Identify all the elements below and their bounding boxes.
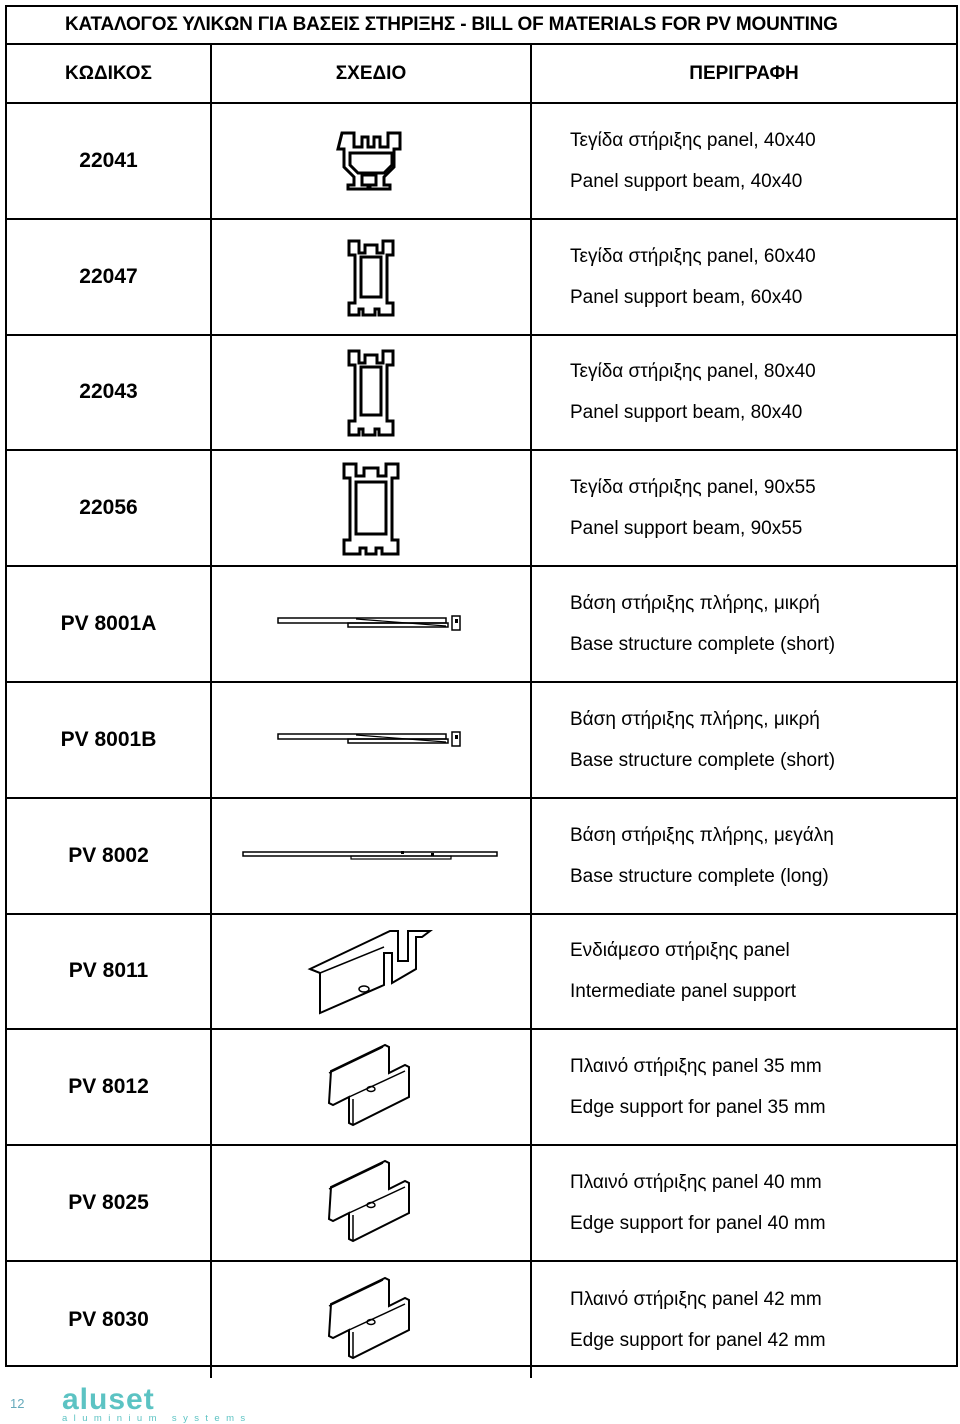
table-row: [7, 567, 956, 683]
description-english: Intermediate panel support: [570, 981, 797, 1003]
description-greek: Πλαινό στήριξης panel 42 mm: [570, 1288, 822, 1310]
header-drawing: ΣΧΕΔΙΟ: [212, 45, 532, 102]
description-greek: Τεγίδα στήριξης panel, 40x40: [570, 129, 816, 151]
table-header: [7, 45, 956, 104]
beam-60x40-icon: [341, 237, 401, 317]
table-row: [7, 104, 956, 220]
description-english: Edge support for panel 35 mm: [570, 1097, 826, 1119]
table-row: [7, 799, 956, 915]
edge-support-icon: [323, 1276, 419, 1364]
description-english: Panel support beam, 80x40: [570, 402, 803, 424]
table-row: [7, 451, 956, 567]
item-code: 22047: [7, 220, 212, 334]
beam-40x40-icon: [336, 129, 406, 193]
edge-support-icon: [323, 1159, 419, 1247]
header-code: ΚΩΔΙΚΟΣ: [7, 45, 212, 102]
item-code: PV 8030: [7, 1262, 212, 1378]
description-greek: Βάση στήριξης πλήρης, μικρή: [570, 708, 820, 730]
item-code: PV 8002: [7, 799, 212, 913]
table-row: [7, 1146, 956, 1262]
item-code: PV 8012: [7, 1030, 212, 1144]
description-english: Panel support beam, 60x40: [570, 286, 803, 308]
beam-90x55-icon: [338, 460, 404, 556]
description-english: Edge support for panel 40 mm: [570, 1213, 826, 1235]
table-row: [7, 1262, 956, 1378]
description-greek: Τεγίδα στήριξης panel, 90x55: [570, 477, 816, 499]
edge-support-icon: [323, 1043, 419, 1131]
description-greek: Πλαινό στήριξης panel 35 mm: [570, 1056, 822, 1078]
table-row: [7, 336, 956, 452]
description-english: Base structure complete (short): [570, 634, 836, 656]
header-description: ΠΕΡΙΓΡΑΦΗ: [689, 62, 799, 84]
intermediate-support-icon: [306, 925, 436, 1017]
description-english: Panel support beam, 90x55: [570, 518, 803, 540]
description-greek: Τεγίδα στήριξης panel, 60x40: [570, 245, 816, 267]
table-row: [7, 1030, 956, 1146]
brand-tagline: aluminium systems: [62, 1413, 252, 1424]
table-row: [7, 683, 956, 799]
item-code: 22056: [7, 451, 212, 565]
description-english: Edge support for panel 42 mm: [570, 1329, 826, 1351]
item-code: 22041: [7, 104, 212, 218]
item-code: PV 8025: [7, 1146, 212, 1260]
description-english: Base structure complete (short): [570, 749, 836, 771]
description-greek: Πλαινό στήριξης panel 40 mm: [570, 1172, 822, 1194]
description-greek: Βάση στήριξης πλήρης, μικρή: [570, 593, 820, 615]
bom-table: [5, 5, 958, 1367]
item-code: PV 8001A: [7, 567, 212, 681]
description-greek: Τεγίδα στήριξης panel, 80x40: [570, 361, 816, 383]
item-code: PV 8011: [7, 915, 212, 1029]
description-greek: Ενδιάμεσο στήριξης panel: [570, 940, 790, 962]
page-number: 12: [10, 1396, 25, 1411]
description-english: Panel support beam, 40x40: [570, 170, 803, 192]
base-structure-short-icon: [276, 730, 466, 750]
description-english: Base structure complete (long): [570, 865, 829, 887]
base-structure-long-icon: [241, 849, 501, 863]
item-code: 22043: [7, 336, 212, 450]
table-row: [7, 915, 956, 1031]
page-title: ΚΑΤΑΛΟΓΟΣ ΥΛΙΚΩΝ ΓΙΑ ΒΑΣΕΙΣ ΣΤΗΡΙΞΗΣ - BILL OF MATERIALS FOR PV MOUNTING: [7, 7, 956, 45]
item-code: PV 8001B: [7, 683, 212, 797]
description-greek: Βάση στήριξης πλήρης, μεγάλη: [570, 824, 834, 846]
brand-logo: [62, 1383, 252, 1424]
base-structure-short-icon: [276, 614, 466, 634]
table-row: [7, 220, 956, 336]
beam-80x40-icon: [341, 347, 401, 437]
brand-name: aluset: [62, 1383, 155, 1416]
